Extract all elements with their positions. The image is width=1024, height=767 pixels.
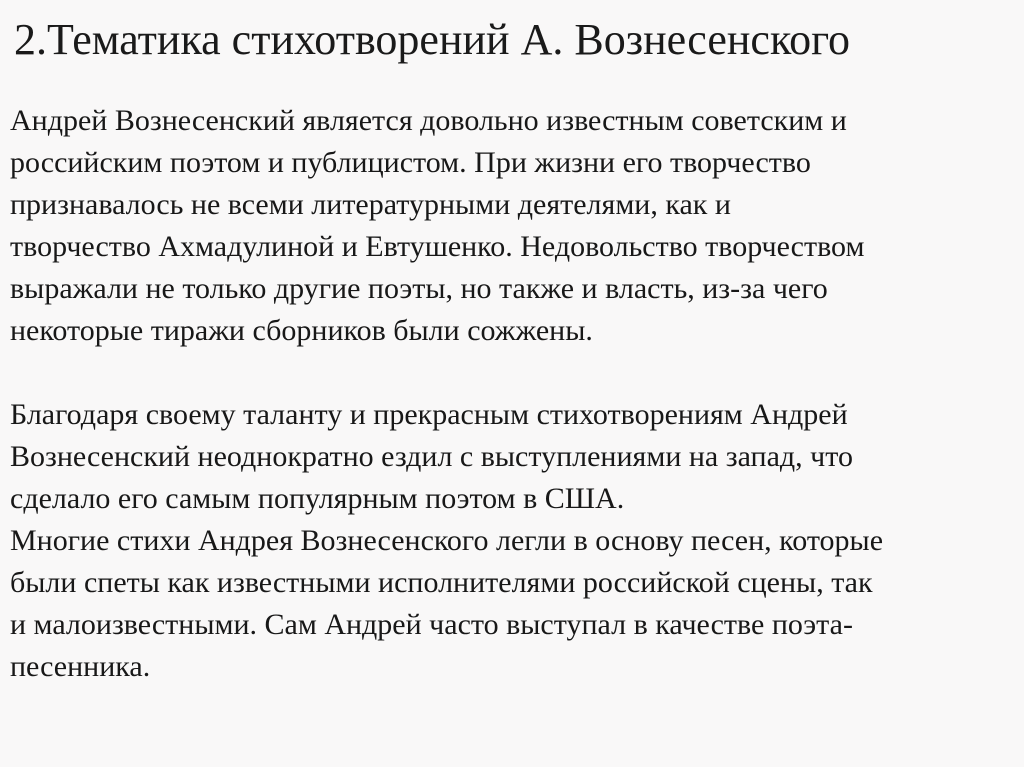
paragraph-biography: Андрей Вознесенский является довольно известным советским и российским поэтом и публицистом. При жизни его творчество признавалось не всеми литературными деятелями, как и творчество Ахмадулиной и Евтушенко. Недовольство творчеством выражали не только другие поэты, но также и власть, из-за чего некоторые тиражи сборников были сожжены. xyxy=(10,104,865,347)
paragraph-songs: Многие стихи Андрея Вознесенского легли в основу песен, которые были спеты как известными исполнителями российской сцены, так и малоизвестными. Сам Андрей часто выступал в качестве поэта- песенника. xyxy=(10,524,884,683)
slide-title: 2.Тематика стихотворений А. Вознесенского xyxy=(14,15,851,64)
paragraph-popularity: Благодаря своему таланту и прекрасным стихотворениям Андрей Вознесенский неоднократно ездил с выступлениями на запад, что сделало его самым популярным поэтом в США. xyxy=(10,398,853,515)
slide-body xyxy=(10,100,1018,688)
